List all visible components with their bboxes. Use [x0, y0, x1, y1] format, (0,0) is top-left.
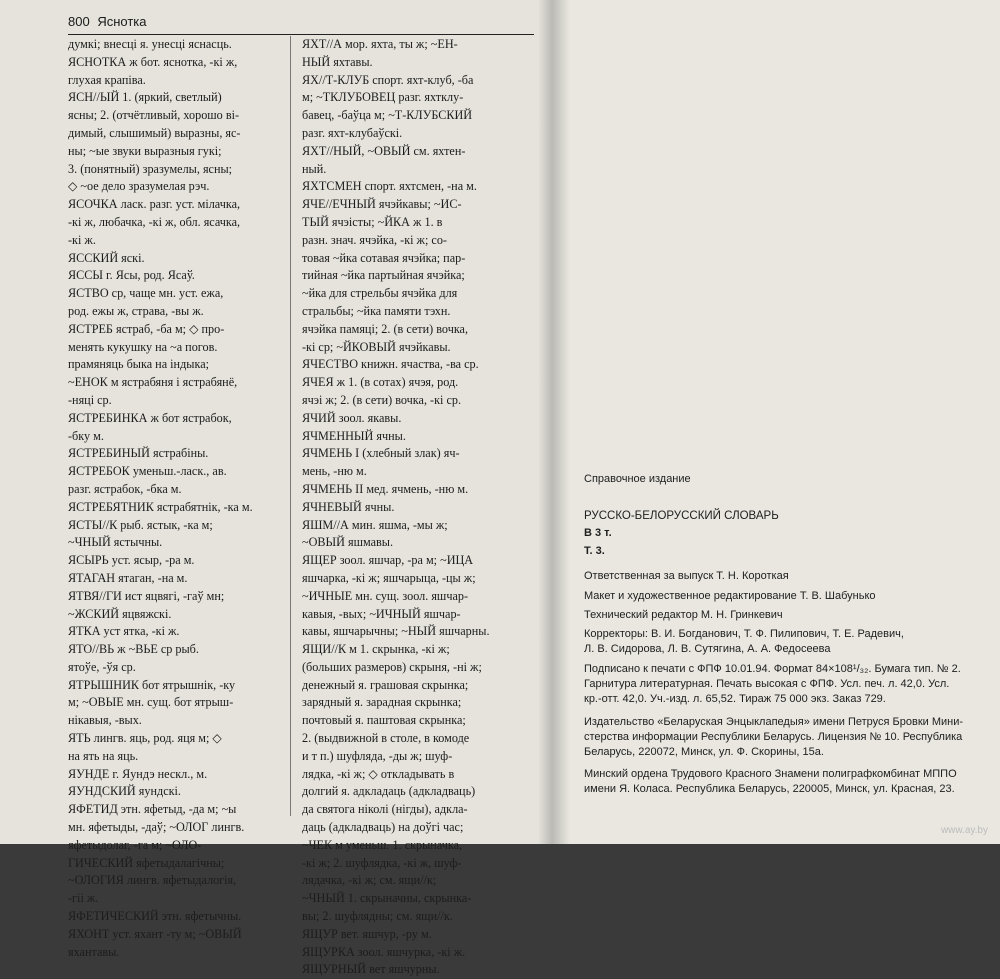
- publisher-line-2: стерства информации Республики Беларусь. Лицензия № 10. Республика: [584, 731, 963, 743]
- dictionary-line: ячэйка памяці; 2. (в сети) вочка,: [302, 321, 469, 336]
- volume-number: Т. 3.: [584, 545, 605, 557]
- dictionary-line: -кі ср; ~ЙКОВЫЙ ячэйкавы.: [302, 339, 451, 354]
- edition-type: Справочное издание: [584, 473, 691, 485]
- dictionary-line: разг. яхт-клубаўскі.: [302, 125, 403, 140]
- dictionary-line: ~йка для стрельбы ячэйка для: [302, 286, 458, 301]
- dictionary-line: почтовый я. паштовая скрынка;: [302, 713, 466, 728]
- dictionary-line: ~ЖСКИЙ яцвяжскі.: [68, 606, 172, 621]
- dictionary-line: ЯССКИЙ яскі.: [68, 250, 145, 265]
- page-number: 800: [68, 14, 90, 29]
- dictionary-line: яфетыдолаг, -га м; ~ОЛО-: [68, 837, 202, 852]
- dictionary-line: 2. (выдвижной в столе, в комоде: [302, 731, 470, 746]
- dictionary-line: яшчарка, -кі ж; яшчарыца, -цы ж;: [302, 570, 476, 585]
- dictionary-line: ТЫЙ ячэісты; ~ЙКА ж 1. в: [302, 214, 443, 229]
- dictionary-line: ◇ ~ое дело зразумелая рэч.: [68, 179, 210, 194]
- publisher-line-3: Беларусь, 220072, Минск, ул. Ф. Скорины, 15а.: [584, 746, 824, 758]
- dictionary-line: ЯТРЫШНИК бот ятрышнік, -ку: [68, 677, 236, 692]
- dictionary-line: кавы, яшчарычны; ~НЫЙ яшчарны.: [302, 624, 490, 639]
- dictionary-line: ЯЩЕР зоол. яшчар, -ра м; ~ИЦА: [302, 553, 474, 568]
- dictionary-line: ятоўе, -ўя ср.: [68, 659, 136, 674]
- dictionary-line: ЯТАГАН ятаган, -на м.: [68, 570, 188, 585]
- dictionary-line: ЯЩИ//К м 1. скрынка, -кі ж;: [302, 642, 450, 657]
- dictionary-line: ~ЧЕК м уменьш. 1. скрыначка,: [302, 837, 463, 852]
- dictionary-line: мн. яфетыды, -даў; ~ОЛОГ лингв.: [68, 820, 245, 835]
- dictionary-line: ЯУНДЕ г. Яундэ нескл., м.: [68, 766, 208, 781]
- dictionary-line: ЯЧЕ//ЕЧНЫЙ ячэйкавы; ~ИС-: [302, 197, 462, 212]
- dictionary-line: ЯХ//Т-КЛУБ спорт. яхт-клуб, -ба: [302, 72, 474, 87]
- dictionary-line: разн. знач. ячэйка, -кі ж; со-: [302, 232, 447, 247]
- dictionary-line: кавыя, -вых; ~ИЧНЫЙ яшчар-: [302, 606, 461, 621]
- dictionary-line: мень, -ню м.: [302, 464, 367, 479]
- dictionary-line: да святога ніколі (нігды), адкла-: [302, 802, 468, 817]
- dictionary-line: ЯЩУР вет. яшчур, -ру м.: [302, 926, 432, 941]
- dictionary-line: ЯФЕТИД этн. яфетыд, -да м; ~ы: [68, 802, 237, 817]
- dictionary-line: ЯСТРЕБ ястраб, -ба м; ◇ про-: [68, 321, 225, 336]
- dictionary-line: ЯЩУРНЫЙ вет яшчурны.: [302, 962, 440, 977]
- dictionary-line: м; ~ОВЫЕ мн. сущ. бот ятрыш-: [68, 695, 234, 710]
- dictionary-line: ЯХТ//НЫЙ, ~ОВЫЙ см. яхтен-: [302, 143, 466, 158]
- dictionary-line: ЯСТЫ//К рыб. ястык, -ка м;: [68, 517, 213, 532]
- dictionary-line: ЯШМ//А мин. яшма, -мы ж;: [302, 517, 448, 532]
- print-info-line-3: кр.-отт. 42,0. Уч.-изд. л. 65,52. Тираж 75 000 экз. Заказ 729.: [584, 693, 886, 705]
- dictionary-line: ны; ~ые звуки выразныя гукі;: [68, 143, 222, 158]
- dictionary-line: денежный я. грашовая скрынка;: [302, 677, 469, 692]
- technical-editor: Технический редактор М. Н. Гринкевич: [584, 609, 783, 621]
- dictionary-line: ЯСОЧКА ласк. разг. уст. мілачка,: [68, 197, 241, 212]
- dictionary-line: димый, слышимый) выразны, яс-: [68, 125, 241, 140]
- dictionary-column-left: [68, 36, 280, 961]
- dictionary-line: ЯТЬ лингв. яць, род. яця м; ◇: [68, 731, 222, 746]
- dictionary-line: зарядный я. зарадная скрынка;: [302, 695, 462, 710]
- dictionary-line: лядка, -кі ж; ◇ откладывать в: [302, 766, 455, 781]
- dictionary-line: 3. (понятный) зразумелы, ясны;: [68, 161, 233, 176]
- dictionary-line: товая ~йка сотавая ячэйка; пар-: [302, 250, 466, 265]
- running-head: Яснотка: [97, 14, 147, 29]
- dictionary-line: м; ~ТКЛУБОВЕЦ разг. яхтклу-: [302, 90, 464, 105]
- dictionary-column-right: [302, 36, 530, 979]
- dictionary-line: ЯЧМЕНЬ II мед. ячмень, -ню м.: [302, 481, 469, 496]
- dictionary-line: ясны; 2. (отчётливый, хорошо ві-: [68, 108, 240, 123]
- dictionary-line: разг. ястрабок, -бка м.: [68, 481, 182, 496]
- dictionary-line: ЯЧНЕВЫЙ ячны.: [302, 499, 395, 514]
- dictionary-line: стральбы; ~йка памяти тэхн.: [302, 303, 451, 318]
- dictionary-line: ЯСН//ЫЙ 1. (яркий, светлый): [68, 90, 222, 105]
- dictionary-line: ЯТКА уст ятка, -кі ж.: [68, 624, 180, 639]
- dictionary-line: ГИЧЕСКИЙ яфетыдалагічны;: [68, 855, 225, 870]
- dictionary-line: ~ИЧНЫЕ мн. сущ. зоол. яшчар-: [302, 588, 469, 603]
- dictionary-line: ЯТО//ВЬ ж ~ВЬЕ ср рыб.: [68, 642, 199, 657]
- correctors-line-1: Корректоры: В. И. Богданович, Т. Ф. Пилипович, Т. Е. Радевич,: [584, 628, 904, 640]
- dictionary-line: -няці ср.: [68, 392, 112, 407]
- dictionary-line: ЯСЫРЬ уст. ясыр, -ра м.: [68, 553, 195, 568]
- dictionary-line: тийная ~йка партыйная ячэйка;: [302, 268, 465, 283]
- responsible-editor: Ответственная за выпуск Т. Н. Короткая: [584, 570, 789, 582]
- dictionary-line: ~ЧНЫЙ 1. скрыначны, скрынка-: [302, 891, 472, 906]
- dictionary-line: ЯССЫ г. Ясы, род. Ясаў.: [68, 268, 195, 283]
- dictionary-line: и т п.) шуфлядa, -ды ж; шуф-: [302, 748, 453, 763]
- dictionary-line: яхантавы.: [68, 944, 120, 959]
- column-divider: [290, 36, 291, 816]
- dictionary-line: нікавыя, -вых.: [68, 713, 142, 728]
- dictionary-line: прамяняць быка на індыка;: [68, 357, 209, 372]
- dictionary-line: ~ЧНЫЙ ястычны.: [68, 535, 163, 550]
- dictionary-line: ЯСТРЕБИНКА ж бот ястрабок,: [68, 410, 232, 425]
- page-header: [68, 14, 147, 29]
- dictionary-line: ЯФЕТИЧЕСКИЙ этн. яфетычны.: [68, 909, 242, 924]
- dictionary-line: ЯХОНТ уст. яхант -ту м; ~ОВЫЙ: [68, 926, 242, 941]
- dictionary-line: ЯЧМЕННЫЙ ячны.: [302, 428, 406, 443]
- dictionary-line: ~ОЛОГИЯ лингв. яфетыдалогія,: [68, 873, 237, 888]
- dictionary-line: ЯСТРЕБОК уменьш.-ласк., ав.: [68, 464, 227, 479]
- header-rule: [68, 34, 534, 35]
- dictionary-line: -гіі ж.: [68, 891, 99, 906]
- dictionary-line: глухая крапіва.: [68, 72, 146, 87]
- dictionary-line: ЯХТСМЕН спорт. яхтсмен, -на м.: [302, 179, 477, 194]
- dictionary-line: ячэі ж; 2. (в сети) вочка, -кі ср.: [302, 392, 462, 407]
- printer-line-2: имени Я. Коласа. Республика Беларусь, 220005, Минск, ул. Красная, 23.: [584, 783, 955, 795]
- dictionary-line: -бку м.: [68, 428, 104, 443]
- dictionary-line: вы; 2. шуфлядны; см. ящи//к.: [302, 909, 453, 924]
- dictionary-line: род. ежы ж, страва, -вы ж.: [68, 303, 204, 318]
- dictionary-line: ный.: [302, 161, 327, 176]
- dictionary-line: ~ОВЫЙ яшмавы.: [302, 535, 394, 550]
- dictionary-line: ЯЧМЕНЬ I (хлебный злак) яч-: [302, 446, 460, 461]
- dictionary-line: -кі ж.: [68, 232, 96, 247]
- dictionary-line: менять кукушку на ~а погов.: [68, 339, 218, 354]
- dictionary-line: на ять на яць.: [68, 748, 139, 763]
- dictionary-line: -кі ж; 2. шуфлядка, -кі ж, шуф-: [302, 855, 462, 870]
- watermark: www.ay.by: [940, 825, 988, 836]
- dictionary-line: даць (адкладваць) на доўгі час;: [302, 820, 464, 835]
- dictionary-line: ЯСНОТКА ж бот. яснотка, -кі ж,: [68, 54, 238, 69]
- dictionary-line: ЯУНДСКИЙ яундскі.: [68, 784, 181, 799]
- dictionary-line: ЯСТРЕБЯТНИК ястрабятнік, -ка м.: [68, 499, 253, 514]
- dictionary-line: долгий я. адкладаць (адкладваць): [302, 784, 476, 799]
- dictionary-line: ЯЧИЙ зоол. якавы.: [302, 410, 402, 425]
- print-info-line-1: Подписано к печати с ФПФ 10.01.94. Формат 84×108¹/₃₂. Бумага тип. № 2.: [584, 663, 961, 675]
- dictionary-line: ЯХТ//А мор. яхта, ты ж; ~ЕН-: [302, 37, 458, 51]
- dictionary-line: ЯТВЯ//ГИ ист яцвягі, -гаў мн;: [68, 588, 225, 603]
- printer-line-1: Минский ордена Трудового Красного Знамени полиграфкомбинат МППО: [584, 768, 957, 780]
- dictionary-line: ЯСТВО ср, чаще мн. уст. ежа,: [68, 286, 224, 301]
- dictionary-line: ЯЧЕЯ ж 1. (в сотах) ячэя, род.: [302, 375, 459, 390]
- dictionary-line: ЯСТРЕБИНЫЙ ястрабіны.: [68, 446, 209, 461]
- volumes-count: В 3 т.: [584, 527, 612, 539]
- print-info-line-2: Гарнитура литературная. Печать высокая с ФПФ. Усл. печ. л. 42,0. Усл.: [584, 678, 950, 690]
- correctors-line-2: Л. В. Сидорова, Л. В. Сутягина, А. А. Федосеева: [584, 643, 831, 655]
- dictionary-line: (больших размеров) скрыня, -ні ж;: [302, 659, 482, 674]
- book-title: РУССКО-БЕЛОРУССКИЙ СЛОВАРЬ: [584, 510, 779, 522]
- dictionary-line: думкі; внесці я. унесці яснасць.: [68, 37, 232, 51]
- dictionary-line: ЯЧЕСТВО книжн. ячаства, -ва ср.: [302, 357, 479, 372]
- dictionary-line: бавец, -баўца м; ~Т-КЛУБСКИЙ: [302, 108, 473, 123]
- dictionary-line: НЫЙ яхтавы.: [302, 54, 373, 69]
- publisher-line-1: Издательство «Беларуская Энцыклапедыя» имени Петруся Бровки Мини-: [584, 716, 964, 728]
- dictionary-line: лядачка, -кі ж; см. ящи//к;: [302, 873, 437, 888]
- dictionary-line: ЯЩУРКА зоол. яшчурка, -кі ж.: [302, 944, 466, 959]
- dictionary-line: ~ЕНОК м ястрабяня і ястрабянё,: [68, 375, 238, 390]
- design-editor: Макет и художественное редактирование Т. В. Шабунько: [584, 590, 876, 602]
- dictionary-line: -кі ж, любачка, -кі ж, обл. ясачка,: [68, 214, 241, 229]
